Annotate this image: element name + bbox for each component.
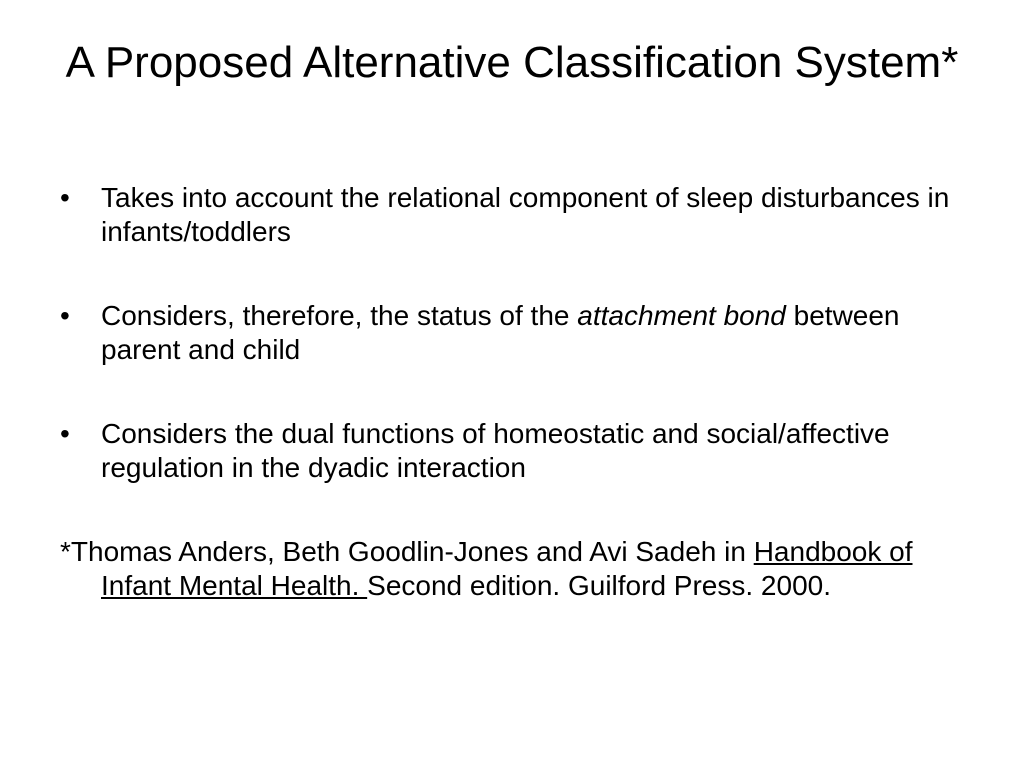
citation-authors: *Thomas Anders, Beth Goodlin-Jones and Avi Sadeh in bbox=[60, 536, 754, 567]
bullet-text: Considers the dual functions of homeostatic and social/affective regulation in the dyadic interaction bbox=[101, 418, 890, 483]
bullet-marker: • bbox=[60, 182, 70, 213]
bullet-marker: • bbox=[60, 300, 70, 331]
slide-body bbox=[60, 181, 980, 603]
bullet-text: Takes into account the relational component of sleep disturbances in infants/toddlers bbox=[101, 182, 950, 247]
citation-details: Second edition. Guilford Press. 2000. bbox=[367, 570, 831, 601]
bullet-marker: • bbox=[60, 418, 70, 449]
bullet-item bbox=[60, 181, 980, 249]
citation-book-title: Handbook of Infant Mental Health. bbox=[101, 536, 913, 601]
slide-title: A Proposed Alternative Classification System* bbox=[65, 38, 959, 87]
bullet-item bbox=[60, 417, 980, 485]
citation bbox=[60, 535, 980, 603]
bullet-item bbox=[60, 299, 980, 367]
bullet-text-before: Considers, therefore, the status of the bbox=[101, 300, 578, 331]
bullet-emphasis: attachment bond bbox=[577, 300, 786, 331]
bullet-text-after: between parent and child bbox=[101, 300, 900, 365]
